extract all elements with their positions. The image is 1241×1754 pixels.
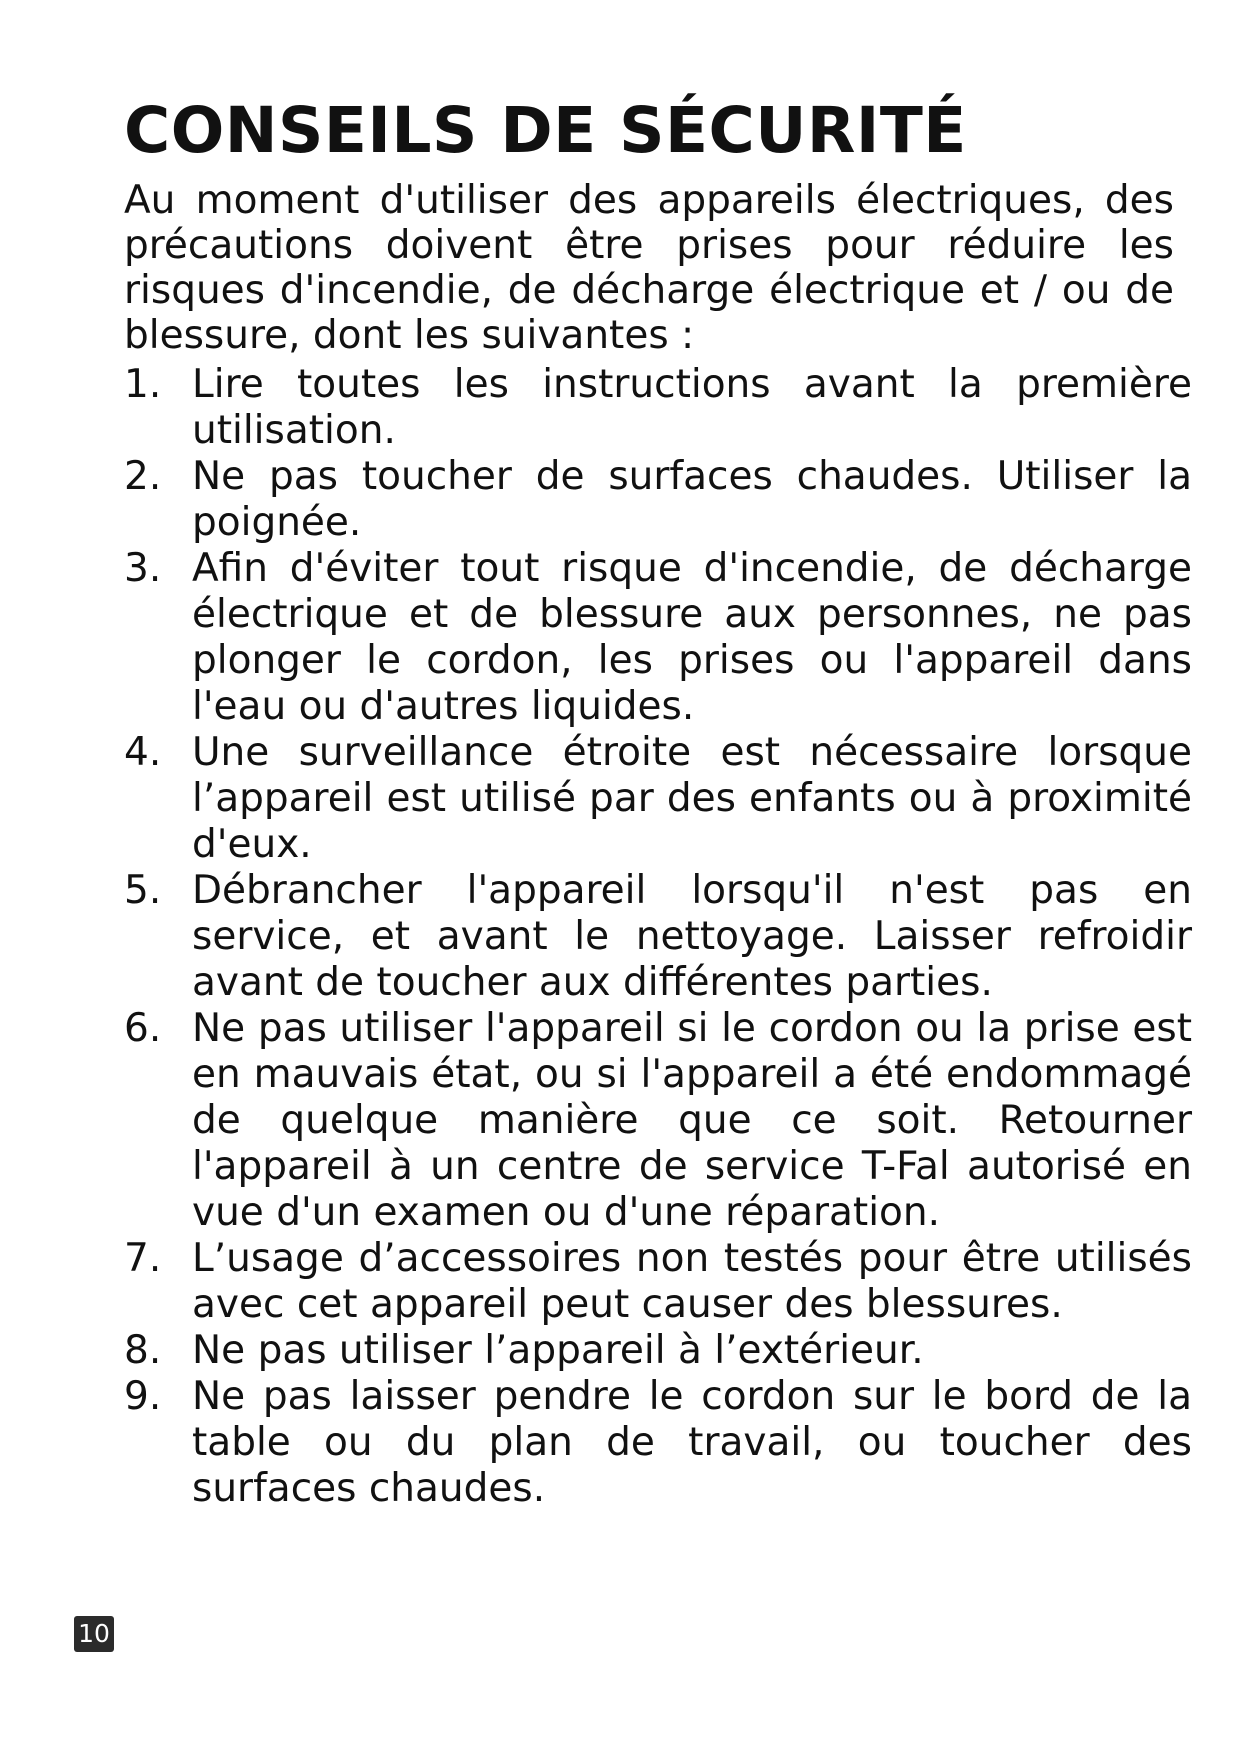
item-number: 5. bbox=[124, 868, 162, 913]
list-item bbox=[124, 1236, 1192, 1328]
item-number: 2. bbox=[124, 454, 162, 499]
document-page bbox=[124, 92, 1204, 1512]
item-number: 3. bbox=[124, 546, 162, 591]
item-text: Une surveillance étroite est nécessaire lorsque l’appareil est utilisé par des enfants ou à proximité d'eux. bbox=[192, 730, 1192, 867]
list-item bbox=[124, 868, 1192, 1006]
list-item bbox=[124, 1328, 1192, 1374]
page-number: 10 bbox=[74, 1616, 114, 1652]
list-item bbox=[124, 362, 1192, 454]
list-item bbox=[124, 730, 1192, 868]
item-text: Ne pas utiliser l'appareil si le cordon ou la prise est en mauvais état, ou si l'appareil a été endommagé de quelque manière que ce soit. Retourner l'appareil à un centre de service T-Fal autorisé en vue d'un examen ou d'une réparation. bbox=[192, 1006, 1192, 1235]
item-text: Débrancher l'appareil lorsqu'il n'est pas en service, et avant le nettoyage. Laisser refroidir avant de toucher aux différentes parties. bbox=[192, 868, 1192, 1005]
list-item bbox=[124, 546, 1192, 730]
safety-instructions-list bbox=[124, 362, 1204, 1512]
item-number: 6. bbox=[124, 1006, 162, 1051]
item-text: Ne pas toucher de surfaces chaudes. Utiliser la poignée. bbox=[192, 454, 1192, 545]
item-number: 1. bbox=[124, 362, 162, 407]
item-number: 9. bbox=[124, 1374, 162, 1419]
item-text: Afin d'éviter tout risque d'incendie, de décharge électrique et de blessure aux personnes, ne pas plonger le cordon, les prises ou l'appareil dans l'eau ou d'autres liquides. bbox=[192, 546, 1192, 729]
list-item bbox=[124, 1006, 1192, 1236]
item-text: L’usage d’accessoires non testés pour être utilisés avec cet appareil peut causer des blessures. bbox=[192, 1236, 1192, 1327]
item-text: Ne pas laisser pendre le cordon sur le bord de la table ou du plan de travail, ou toucher des surfaces chaudes. bbox=[192, 1374, 1192, 1511]
item-number: 8. bbox=[124, 1328, 162, 1373]
intro-paragraph: Au moment d'utiliser des appareils électriques, des précautions doivent être prises pour réduire les risques d'incendie, de décharge électrique et / ou de blessure, dont les suivantes : bbox=[124, 178, 1174, 358]
item-text: Ne pas utiliser l’appareil à l’extérieur. bbox=[192, 1328, 924, 1373]
list-item bbox=[124, 454, 1192, 546]
item-text: Lire toutes les instructions avant la première utilisation. bbox=[192, 362, 1192, 453]
item-number: 4. bbox=[124, 730, 162, 775]
list-item bbox=[124, 1374, 1192, 1512]
page-title: CONSEILS DE SÉCURITÉ bbox=[124, 94, 967, 167]
item-number: 7. bbox=[124, 1236, 162, 1281]
